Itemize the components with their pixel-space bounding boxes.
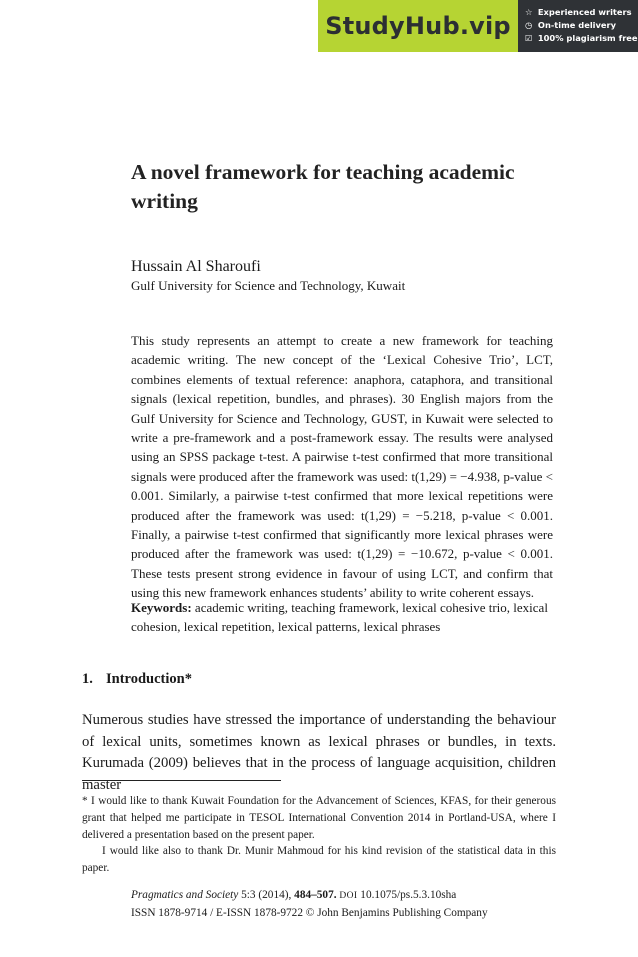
perk-item (525, 32, 638, 45)
shield-check-icon: ☑ (525, 33, 533, 43)
brand-logo[interactable]: StudyHub.vip (318, 0, 518, 52)
journal-volume: 5:3 (2014), (241, 889, 292, 901)
keywords-label: Keywords: (131, 600, 192, 615)
journal-name: Pragmatics and Society (131, 889, 239, 901)
perk-item (525, 19, 638, 32)
ad-banner[interactable] (318, 0, 638, 52)
section-title: Introduction* (106, 671, 192, 687)
doi-value[interactable]: 10.1075/ps.5.3.10sha (360, 889, 457, 901)
footnote-divider (82, 780, 281, 781)
author-affiliation: Gulf University for Science and Technology, Kuwait (131, 278, 406, 293)
intro-paragraph: Numerous studies have stressed the importance of understanding the behaviour of lexical units, sometimes known as lexical phrases or bundles, in texts. Kurumada (2009) believes that in the process of language acquisition, children master (82, 712, 556, 793)
abstract: This study represents an attempt to create a new framework for teaching academic writing. The new concept of the ‘Lexical Cohesive Trio’, LCT, combines elements of textual reference: anaphora, cataphora, and transitional signals (lexical repetition, bundles, and phrases). 30 English majors from the Gulf University for Science and Technology, GUST, in Kuwait were selected to write a pre-framework and a post-framework essay. The results were analysed using an SPSS package t-test. A pairwise t-test confirmed that more transitional signals were produced after the framework was used: t(1,29) = −4.938, p-value < 0.001. Similarly, a pairwise t-test confirmed that more lexical repetitions were produced after the framework was used: t(1,29) = −5.218, p-value < 0.001. Finally, a pairwise t-test confirmed that significantly more lexical phrases were produced after the framework was used: t(1,29) = −10.672, p-value < 0.001. These tests present strong evidence in favour of using LCT, and confirm that using this new framework enhances students’ ability to write coherent essays. (131, 333, 553, 601)
citation-line (131, 887, 551, 905)
citation-footer (131, 887, 551, 921)
clock-icon: ◷ (525, 20, 533, 30)
section-heading (82, 671, 192, 688)
footnotes (82, 793, 556, 877)
keywords-list: academic writing, teaching framework, lexical cohesive trio, lexical cohesion, lexical repetition, lexical patterns, lexical phrases (131, 600, 548, 635)
article-title: A novel framework for teaching academic writing (131, 160, 515, 213)
section-number: 1. (82, 671, 93, 687)
footnote-1: * I would like to thank Kuwait Foundation for the Advancement of Sciences, KFAS, for their generous grant that helped me participate in TESOL International Convention 2014 in Portland-USA, where I delivered a presentation based on the present paper. (82, 795, 556, 841)
issn-line: ISSN 1878-9714 / E-ISSN 1878-9722 © John Benjamins Publishing Company (131, 906, 488, 919)
perks-list (518, 0, 638, 52)
perk-label: Experienced writers (537, 7, 632, 17)
doi-label: DOI (339, 891, 358, 901)
perk-item (525, 6, 638, 19)
star-icon: ☆ (525, 7, 533, 17)
perk-label: On-time delivery (537, 20, 617, 30)
perk-label: 100% plagiarism free (537, 33, 638, 43)
page-range: 484–507. (294, 889, 337, 901)
author-name: Hussain Al Sharoufi (131, 258, 261, 275)
footnote-2: I would like also to thank Dr. Munir Mahmoud for his kind revision of the statistical data in this paper. (82, 845, 556, 875)
keywords (131, 598, 553, 637)
